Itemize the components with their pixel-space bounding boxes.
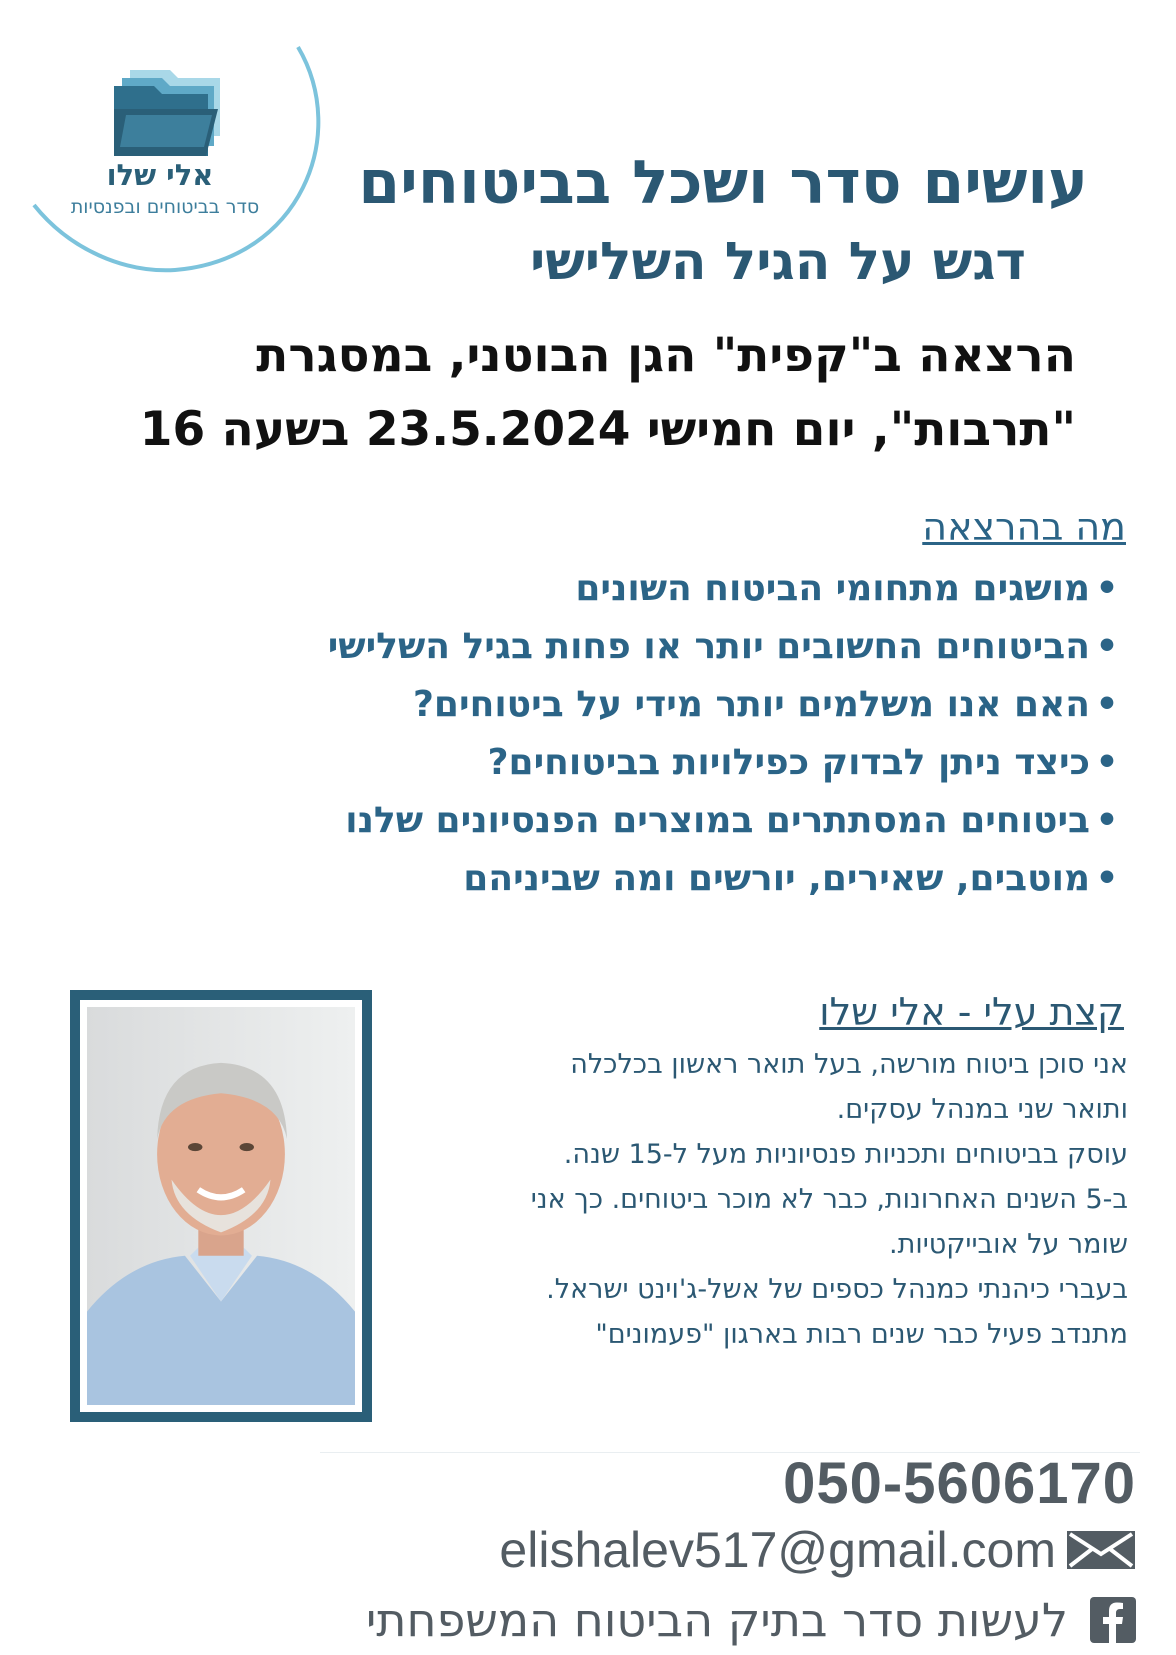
about-line: ב-5 השנים האחרונות, כבר לא מוכר ביטוחים. כך אני	[530, 1184, 1128, 1215]
portrait-photo	[87, 1007, 355, 1405]
bullet-icon: •	[1095, 800, 1119, 841]
topic-text: כיצד ניתן לבדוק כפילויות בביטוחים?	[487, 742, 1090, 783]
email-address[interactable]: elishalev517@gmail.com	[499, 1522, 1056, 1578]
lecture-topic-list	[124, 560, 1124, 908]
folders-icon	[114, 70, 220, 156]
about-line: ותואר שני במנהל עסקים.	[836, 1094, 1128, 1125]
bullet-icon: •	[1095, 684, 1119, 725]
bullet-icon: •	[1095, 858, 1119, 899]
list-item	[124, 850, 1124, 908]
topic-text: מושגים מתחומי הביטוח השונים	[575, 568, 1090, 609]
list-item	[124, 792, 1124, 850]
subheadline: דגש על הגיל השלישי	[529, 232, 1026, 292]
topic-text: ביטוחים המסתתרים במוצרים הפנסיונים שלנו	[345, 800, 1090, 841]
list-item	[124, 560, 1124, 618]
about-line: בעברי כיהנתי כמנהל כספים של אשל-ג'וינט ישראל.	[546, 1274, 1128, 1305]
bullet-icon: •	[1095, 626, 1119, 667]
phone-number[interactable]: 050-5606170	[783, 1451, 1136, 1516]
envelope-icon	[1066, 1530, 1136, 1570]
logo-name: אלי שלו	[106, 158, 214, 192]
bullet-icon: •	[1095, 742, 1119, 783]
list-item	[124, 618, 1124, 676]
about-line: עוסק בביטוחים ותכניות פנסיוניות מעל ל-15 שנה.	[563, 1139, 1128, 1170]
facebook-row[interactable]	[366, 1585, 1136, 1655]
list-item	[124, 676, 1124, 734]
headline: עושים סדר ושכל בביטוחים	[358, 148, 1088, 218]
event-details-line2: "תרבות", יום חמישי 23.5.2024 בשעה 16	[139, 402, 1076, 457]
photo-frame	[70, 990, 372, 1422]
about-line: מתנדב פעיל כבר שנים רבות בארגון "פעמונים"	[595, 1319, 1128, 1350]
about-text	[368, 1042, 1128, 1357]
event-details-line1: הרצאה ב"קפית" הגן הבוטני, במסגרת	[256, 328, 1076, 383]
facebook-page-name[interactable]: לעשות סדר בתיק הביטוח המשפחתי	[366, 1593, 1068, 1647]
logo-tagline: סדר בביטוחים ובפנסיות	[70, 196, 260, 218]
about-section-title: קצת עלי - אלי שלו	[819, 990, 1124, 1034]
email-row[interactable]	[499, 1515, 1136, 1585]
lecture-section-title: מה בהרצאה	[922, 505, 1126, 549]
about-line: שומר על אובייקטיות.	[889, 1229, 1128, 1260]
topic-text: האם אנו משלמים יותר מידי על ביטוחים?	[413, 684, 1090, 725]
bullet-icon: •	[1095, 568, 1119, 609]
facebook-icon[interactable]	[1090, 1597, 1136, 1643]
list-item	[124, 734, 1124, 792]
about-line: אני סוכן ביטוח מורשה, בעל תואר ראשון בכלכלה	[570, 1049, 1128, 1080]
topic-text: הביטוחים החשובים יותר או פחות בגיל השלישי	[327, 626, 1090, 667]
topic-text: מוטבים, שאירים, יורשים ומה שביניהם	[463, 858, 1090, 899]
